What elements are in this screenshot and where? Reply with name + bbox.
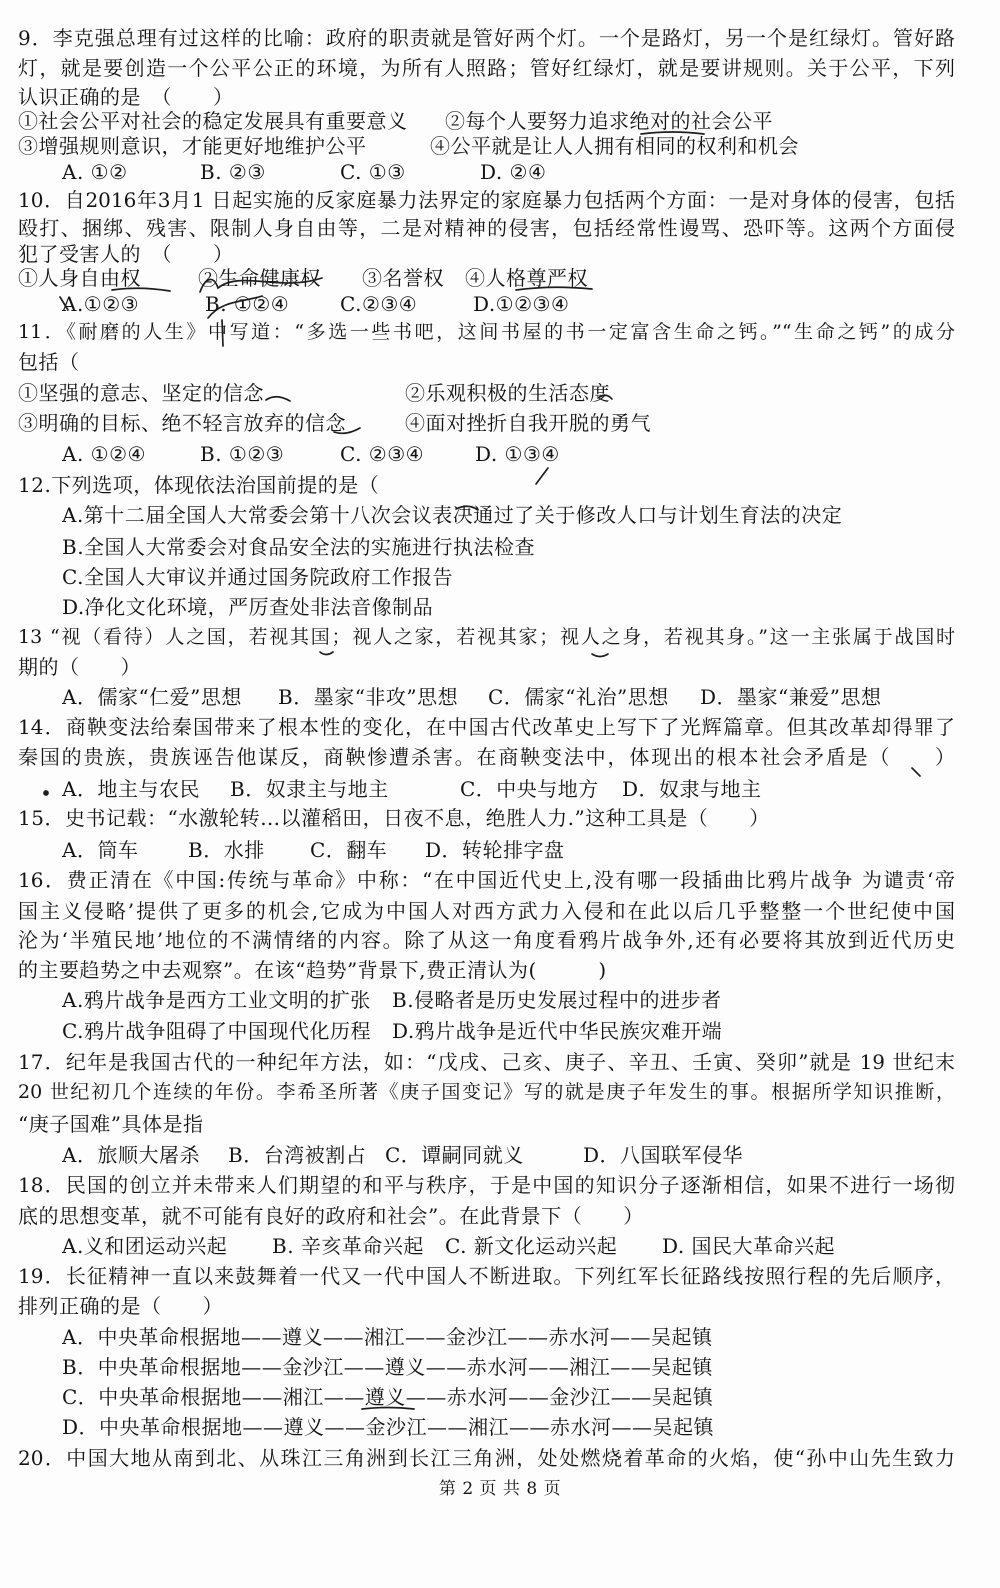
option-c: C.鸦片战争阻碍了中国现代化历程 [62, 1019, 371, 1043]
option-b: B．墨家“非攻”思想 [278, 685, 459, 709]
statement-4: ④公平就是让人人拥有相同的权利和机会 [430, 134, 799, 158]
question-11-stem-line-2: 包括（ [18, 350, 80, 374]
option-d: D. ①③④ [475, 442, 560, 466]
question-17-stem-line-3: “庚子国难”具体是指 [18, 1112, 204, 1136]
question-11-statements-row-1 [18, 379, 980, 407]
question-16-stem-line-4: 的主要趋势之中去观察”。在该“趋势”背景下,费正清认为( ) [18, 958, 607, 982]
statement-3: ③增强规则意识，才能更好地维护公平 [18, 134, 367, 158]
option-b: B. ②③ [200, 160, 266, 184]
option-c: C．谭嗣同就义 [385, 1143, 524, 1167]
question-13-options [62, 683, 980, 711]
option-a: A．旅顺大屠杀 [62, 1143, 200, 1167]
question-20-stem-line-1: 20．中国大地从南到北、从珠江三角洲到长江三角洲，处处燃烧着革命的火焰，使“孙中山先生致力 [18, 1446, 955, 1470]
question-16-options-row-1 [62, 986, 980, 1014]
statement-1: ①人身自由权 [18, 266, 141, 290]
question-13-stem-line-2: 期的（ ） [18, 655, 141, 679]
option-a: A．儒家“仁爱”思想 [62, 685, 242, 709]
question-9-stem-line-3: 认识正确的是 （ ） [18, 85, 234, 109]
question-10-stem-line-1: 10．自2016年3月1 日起实施的反家庭暴力法界定的家庭暴力包括两个方面：一是对身体的侵害，包括 [18, 188, 955, 212]
question-10-stem-line-2: 殴打、捆绑、残害、限制人身自由等，二是对精神的侵害，包括经常性谩骂、恐吓等。这两个方面侵 [18, 216, 955, 240]
question-19-option-d: D．中央革命根据地——遵义——金沙江——湘江——赤水河——吴起镇 [62, 1415, 715, 1439]
question-12-option-b: B.全国人大常委会对食品安全法的实施进行执法检查 [62, 535, 536, 559]
option-a: A．筒车 [62, 838, 139, 862]
question-13-stem-line-1: 13 “视（看待）人之国，若视其国；视人之家，若视其家；视人之身，若视其身。”这一主张属于战国时 [18, 626, 955, 648]
statement-3: ③明确的目标、绝不轻言放弃的信念 [18, 411, 346, 435]
page-footer: 第 2 页 共 8 页 [438, 1479, 562, 1499]
option-c: C．翻车 [310, 838, 388, 862]
option-a: A. ①② [62, 160, 128, 184]
option-d: D. 国民大革命兴起 [662, 1234, 836, 1258]
question-16-stem-line-1: 16．费正清在《中国:传统与革命》中称：“在中国近代史上,没有哪一段插曲比鸦片战争 为谴责‘帝 [18, 868, 955, 892]
question-16-stem-line-2: 国主义侵略’提供了更多的机会,它成为中国人对西方武力入侵和在此以后几乎整整一个世纪使中国 [18, 899, 955, 923]
question-11-statements-row-2 [18, 409, 980, 437]
option-a: A. ①②④ [62, 442, 146, 466]
question-12-option-a: A.第十二届全国人大常委会第十八次会议表决通过了关于修改人口与计划生育法的决定 [62, 503, 843, 527]
question-18-stem-line-2: 底的思想变革，就不可能有良好的政府和社会”。在此背景下（ ） [18, 1204, 644, 1228]
option-b: B. 辛亥革命兴起 [272, 1234, 424, 1258]
question-11-stem-line-1: 11．《耐磨的人生》中写道：“多选一些书吧，这间书屋的书一定富含生命之钙。”“生命之钙”的成分 [18, 321, 955, 343]
option-c: C．中央与地方 [460, 777, 599, 801]
question-9-statements-row-1 [18, 107, 980, 135]
option-d: D．墨家“兼爱”思想 [700, 685, 882, 709]
statement-1: ①社会公平对社会的稳定发展具有重要意义 [18, 109, 408, 133]
question-11-options [62, 440, 980, 468]
question-9-statements-row-2 [18, 132, 980, 160]
statement-4: ④人格尊严权 [465, 266, 588, 290]
question-17-stem-line-1: 17．纪年是我国古代的一种纪年方法，如：“戊戌、己亥、庚子、辛丑、壬寅、癸卯”就是 19 世纪末 [18, 1050, 955, 1074]
pen-dot [44, 791, 48, 795]
question-18-options [62, 1232, 980, 1260]
option-d: D．八国联军侵华 [583, 1143, 744, 1167]
statement-1: ①坚强的意志、坚定的信念 [18, 381, 264, 405]
question-9-stem-line-2: 灯，就是要创造一个公平公正的环境，为所有人照路；管好红绿灯，就是要讲规则。关于公平，下列 [18, 56, 955, 80]
question-15-stem-line-1: 15．史书记载：“水激轮转…以灌稻田，日夜不息，绝胜人力.”这种工具是（ ） [18, 806, 770, 830]
option-c: C. 新文化运动兴起 [445, 1234, 618, 1258]
option-c: C.②③④ [340, 292, 418, 316]
option-b: B. ①②④ [205, 292, 290, 316]
question-12-stem-line-1: 12.下列选项，体现依法治国前提的是（ [18, 473, 380, 497]
question-16-stem-line-3: 沦为‘半殖民地’地位的不满情绪的内容。除了从这一角度看鸦片战争外,还有必要将其放到近代历史 [18, 928, 955, 952]
option-b: B.侵略者是历史发展过程中的进步者 [392, 988, 722, 1012]
question-12-option-d: D.净化文化环境，严厉查处非法音像制品 [62, 595, 434, 619]
question-19-option-b: B．中央革命根据地——金沙江——遵义——赤水河——湘江——吴起镇 [62, 1355, 713, 1379]
statement-2: ②生命健康权 [198, 266, 321, 290]
question-10-options [62, 290, 980, 318]
option-c: C. ①③ [340, 160, 406, 184]
option-a: A.①②③ [62, 292, 140, 316]
option-b: B．台湾被割占 [228, 1143, 367, 1167]
question-19-option-c: C．中央革命根据地——湘江——遵义——赤水河——金沙江——吴起镇 [62, 1385, 714, 1409]
option-c: C. ②③④ [340, 442, 425, 466]
question-19-stem-line-1: 19．长征精神一直以来鼓舞着一代又一代中国人不断进取。下列红军长征路线按照行程的先后顺序， [18, 1264, 955, 1288]
question-9-options [62, 158, 980, 186]
statement-3: ③名誉权 [362, 266, 444, 290]
question-18-stem-line-1: 18．民国的创立并未带来人们期望的和平与秩序，于是中国的知识分子逐渐相信，如果不进行一场彻 [18, 1173, 955, 1197]
option-d: D.鸦片战争是近代中华民族灾难开端 [392, 1019, 723, 1043]
question-12-option-c: C.全国人大审议并通过国务院政府工作报告 [62, 565, 453, 589]
option-d: D．转轮排字盘 [425, 838, 565, 862]
option-b: B．奴隶主与地主 [230, 777, 389, 801]
option-a: A．地主与农民 [62, 777, 200, 801]
question-16-options-row-2 [62, 1017, 980, 1045]
question-10-stem-line-3: 犯了受害人的 （ ） [18, 242, 234, 266]
option-d: D.①②③④ [473, 292, 570, 316]
question-14-stem-line-1: 14．商鞅变法给秦国带来了根本性的变化，在中国古代改革史上写下了光辉篇章。但其改革却得罪了 [18, 715, 955, 739]
question-17-stem-line-2: 20 世纪初几个连续的年份。李希圣所著《庚子国变记》写的就是庚子年发生的事。根据所学知识推断， [18, 1081, 955, 1103]
option-c: C．儒家“礼治”思想 [488, 685, 669, 709]
statement-2: ②乐观积极的生活态度 [405, 381, 610, 405]
question-19-option-a: A．中央革命根据地——遵义——湘江——金沙江——赤水河——吴起镇 [62, 1325, 713, 1349]
question-10-statements-row [18, 264, 980, 292]
option-a: A.义和团运动兴起 [62, 1234, 228, 1258]
statement-4: ④面对挫折自我开脱的勇气 [405, 411, 651, 435]
option-d: D. ②④ [480, 160, 547, 184]
option-a: A.鸦片战争是西方工业文明的扩张 [62, 988, 371, 1012]
question-9-stem-line-1: 9．李克强总理有过这样的比喻：政府的职责就是管好两个灯。一个是路灯，另一个是红绿灯。管好路 [18, 26, 955, 50]
question-15-options [62, 836, 980, 864]
question-14-options [62, 775, 980, 803]
question-19-stem-line-2: 排列正确的是（ ） [18, 1294, 223, 1318]
question-14-stem-line-2: 秦国的贵族，贵族诬告他谋反，商鞅惨遭杀害。在商鞅变法中，体现出的根本社会矛盾是（ ） [18, 745, 955, 769]
option-b: B. ①②③ [200, 442, 285, 466]
option-d: D．奴隶与地主 [622, 777, 762, 801]
question-17-options [62, 1141, 980, 1169]
statement-2: ②每个人要努力追求绝对的社会公平 [445, 109, 773, 133]
option-b: B．水排 [188, 838, 265, 862]
